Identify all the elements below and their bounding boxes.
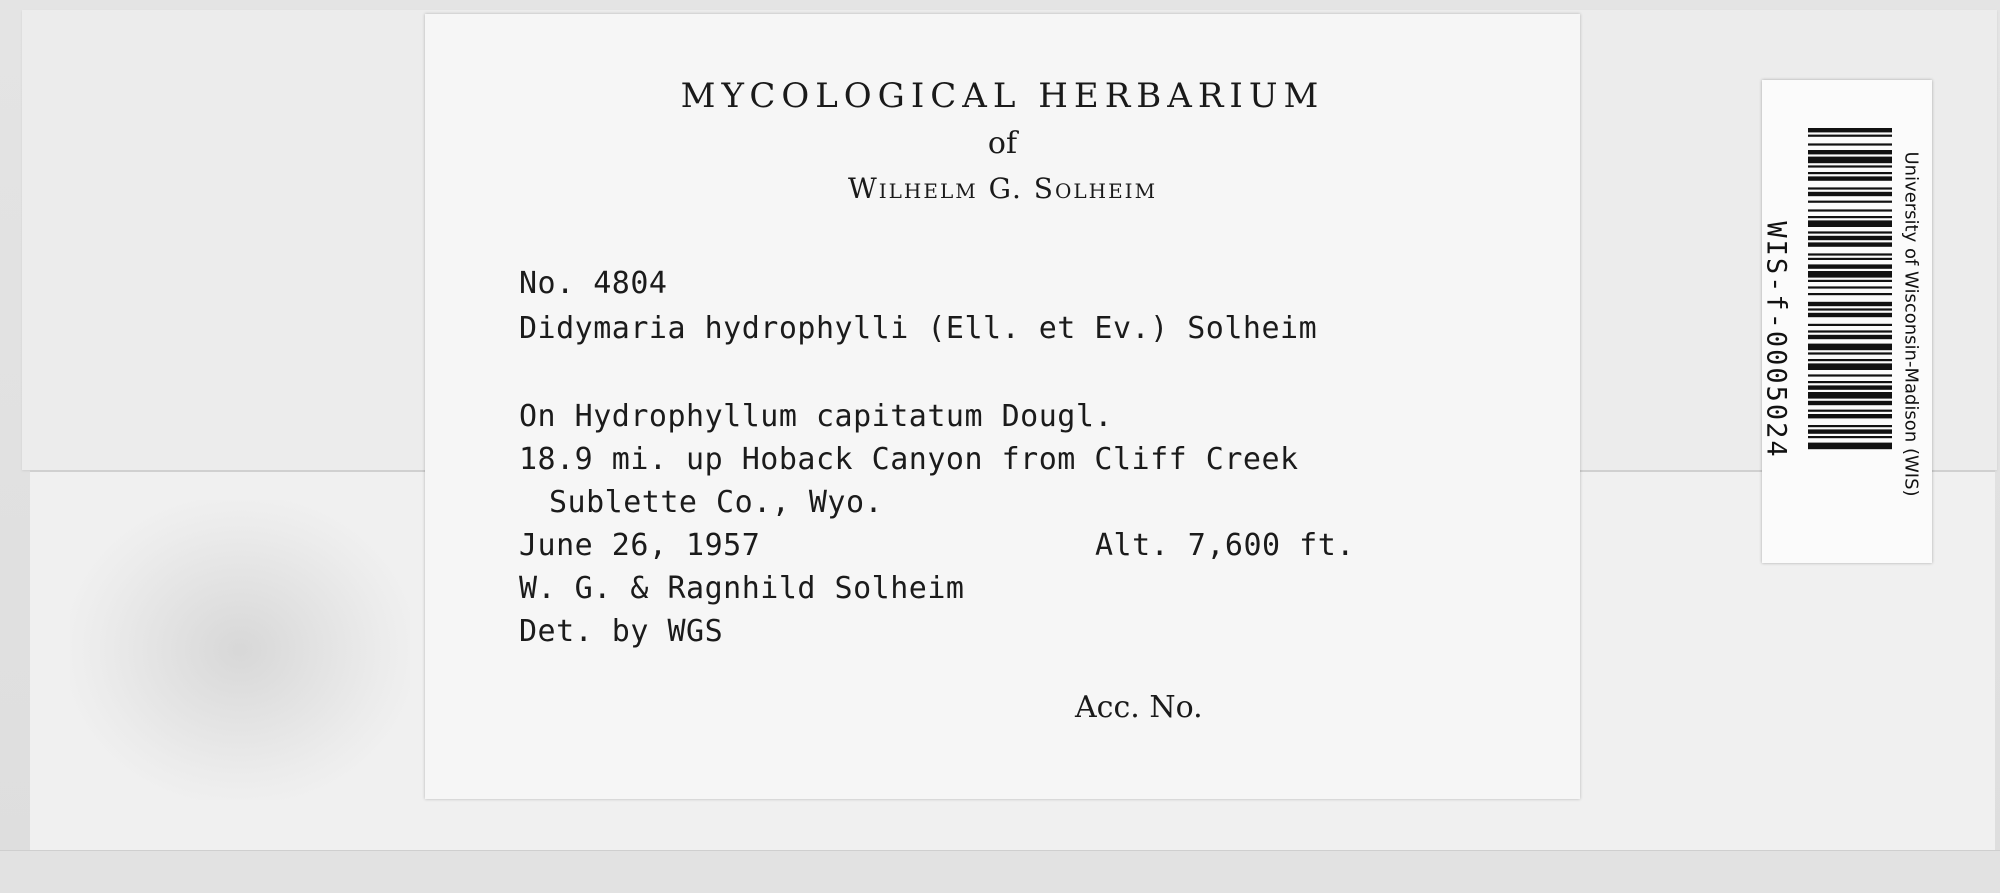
barcode-bar — [1808, 381, 1892, 383]
determiner: Det. by WGS — [519, 614, 724, 649]
barcode-bar — [1808, 344, 1892, 351]
host-plant: On Hydrophyllum capitatum Dougl. — [519, 399, 1113, 434]
herbarium-title-of: of — [987, 126, 1018, 161]
barcode-bar — [1808, 253, 1892, 255]
barcode-bar — [1808, 242, 1892, 246]
barcode-bar — [1808, 176, 1892, 180]
barcode-bar — [1808, 143, 1892, 145]
locality-line-1: 18.9 mi. up Hoback Canyon from Cliff Creek — [519, 442, 1299, 477]
barcode-tag — [1762, 80, 1932, 563]
barcode-bar — [1808, 436, 1892, 438]
herbarium-owner: Wilhelm G. Solheim — [847, 172, 1158, 205]
barcode-bar — [1808, 128, 1892, 132]
barcode-bar — [1808, 401, 1892, 405]
barcode-bar — [1808, 293, 1892, 295]
barcode-bar — [1808, 201, 1892, 203]
taxon-name: Didymaria hydrophylli (Ell. et Ev.) Solheim — [519, 311, 1318, 346]
barcode-bar — [1808, 187, 1892, 189]
altitude: Alt. 7,600 ft. — [1095, 528, 1355, 563]
barcode-bar — [1808, 324, 1892, 326]
barcode-bar — [1808, 429, 1892, 433]
barcode-bar — [1808, 392, 1892, 399]
barcode-bar — [1808, 374, 1892, 376]
barcode-bar — [1808, 231, 1892, 233]
barcode-bar — [1808, 280, 1892, 282]
packet-bottom-edge — [0, 850, 2000, 893]
barcode-bar — [1808, 236, 1892, 240]
barcode-bar — [1808, 258, 1892, 260]
locality-line-2: Sublette Co., Wyo. — [549, 485, 884, 520]
barcode-bar — [1808, 313, 1892, 317]
barcode-bar — [1808, 425, 1892, 427]
barcode-bar — [1808, 330, 1892, 332]
barcode-bar — [1808, 172, 1892, 174]
barcode-bar — [1808, 410, 1892, 412]
barcode-bar — [1808, 264, 1892, 268]
barcode-bar — [1808, 385, 1892, 389]
accession-number-label: Acc. No. — [1075, 690, 1203, 725]
barcode-bar — [1808, 216, 1892, 218]
barcode-bar — [1808, 150, 1892, 154]
barcode-bar — [1808, 192, 1892, 196]
herbarium-title: MYCOLOGICAL HERBARIUM — [680, 76, 1325, 116]
barcode-bar — [1808, 335, 1892, 339]
barcode-bar — [1808, 414, 1892, 418]
catalog-number: WIS-f-0005024 — [1760, 221, 1792, 459]
specimen-shadow — [70, 500, 410, 800]
barcode-bar — [1808, 209, 1892, 211]
collection-date: June 26, 1957 — [519, 528, 761, 563]
barcode-bar — [1808, 352, 1892, 354]
barcode-bar — [1808, 443, 1892, 450]
barcode-bar — [1808, 135, 1892, 137]
barcode-bar — [1808, 286, 1892, 288]
barcode-bar — [1808, 308, 1892, 310]
barcode-bar — [1808, 359, 1892, 361]
barcode-bar — [1808, 302, 1892, 306]
specimen-number: No. 4804 — [519, 266, 668, 301]
specimen-label — [425, 14, 1580, 799]
barcode-bar — [1808, 363, 1892, 370]
barcode-bar — [1808, 157, 1892, 164]
barcode-bar — [1808, 165, 1892, 167]
institution-name: University of Wisconsin-Madison (WIS) — [1900, 151, 1922, 497]
barcode-bar — [1808, 220, 1892, 227]
barcode — [1808, 128, 1892, 518]
collectors: W. G. & Ragnhild Solheim — [519, 571, 965, 606]
barcode-bar — [1808, 271, 1892, 278]
